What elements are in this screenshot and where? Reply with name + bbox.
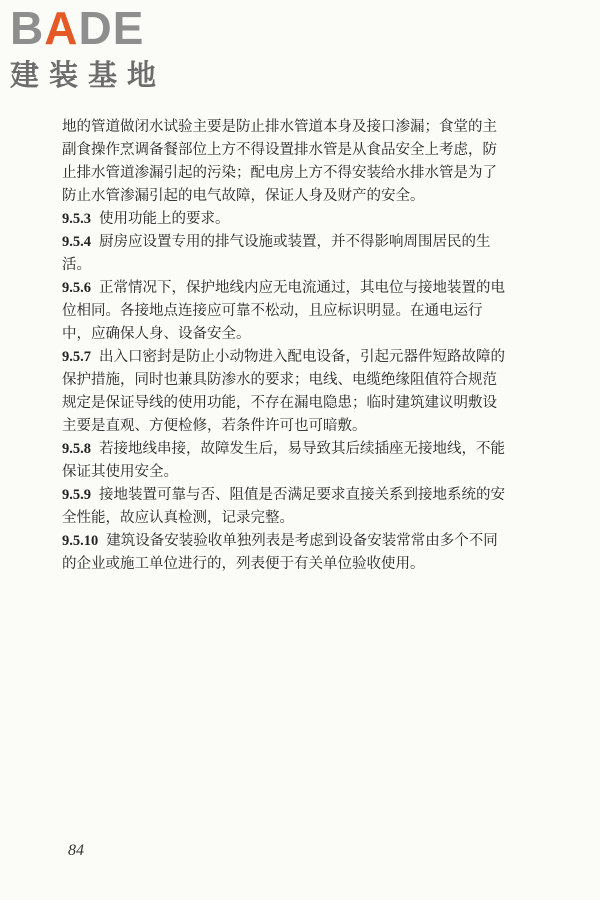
section-text: 出入口密封是防止小动物进入配电设备，引起元器件短路故障的保护措施，同时也兼具防渗水的要求；电线、电缆绝缘阻值符合规范规定是保证导线的使用功能，不存在漏电隐患；临时建筑建议明敷设主要是直观、方便检修，若条件许可也可暗敷。: [62, 349, 505, 434]
logo-subtitle: 建装基地: [10, 58, 167, 92]
section-number: 9.5.10: [62, 533, 99, 549]
section-9-5-6: [62, 277, 508, 346]
section-text: 接地装置可靠与否、阻值是否满足要求直接关系到接地系统的安全性能，故应认真检测，记录完整。: [62, 487, 505, 526]
document-body: [62, 116, 508, 576]
page-number: 84: [68, 842, 84, 859]
section-9-5-4: [62, 231, 508, 277]
section-number: 9.5.3: [62, 211, 91, 227]
section-text: 使用功能上的要求。: [99, 211, 230, 227]
section-9-5-10: [62, 530, 508, 576]
continuation-paragraph: 地的管道做闭水试验主要是防止排水管道本身及接口渗漏；食堂的主副食操作烹调备餐部位上方不得设置排水管是从食品安全上考虑，防止排水管道渗漏引起的污染；配电房上方不得安装给水排水管是为了防止水管渗漏引起的电气故障，保证人身及财产的安全。: [62, 119, 497, 204]
section-9-5-3: [62, 208, 508, 231]
section-number: 9.5.7: [62, 349, 91, 365]
section-9-5-7: [62, 346, 508, 438]
section-9-5-9: [62, 484, 508, 530]
section-text: 若接地线串接，故障发生后，易导致其后续插座无接地线，不能保证其使用安全。: [62, 441, 505, 480]
section-number: 9.5.9: [62, 487, 91, 503]
section-number: 9.5.8: [62, 441, 91, 457]
logo-wordmark: BADE: [10, 2, 145, 54]
section-text: 建筑设备安装验收单独列表是考虑到设备安装常常由多个不同的企业或施工单位进行的，列表便于有关单位验收使用。: [62, 533, 498, 572]
logo: [10, 2, 180, 92]
section-text: 正常情况下，保护地线内应无电流通过，其电位与接地装置的电位相同。各接地点连接应可靠不松动，且应标识明显。在通电运行中，应确保人身、设备安全。: [62, 280, 505, 342]
section-number: 9.5.6: [62, 280, 91, 296]
section-text: 厨房应设置专用的排气设施或装置，并不得影响周围居民的生活。: [62, 234, 491, 273]
logo-accent-letter: A: [44, 2, 79, 54]
section-number: 9.5.4: [62, 234, 91, 250]
section-9-5-8: [62, 438, 508, 484]
